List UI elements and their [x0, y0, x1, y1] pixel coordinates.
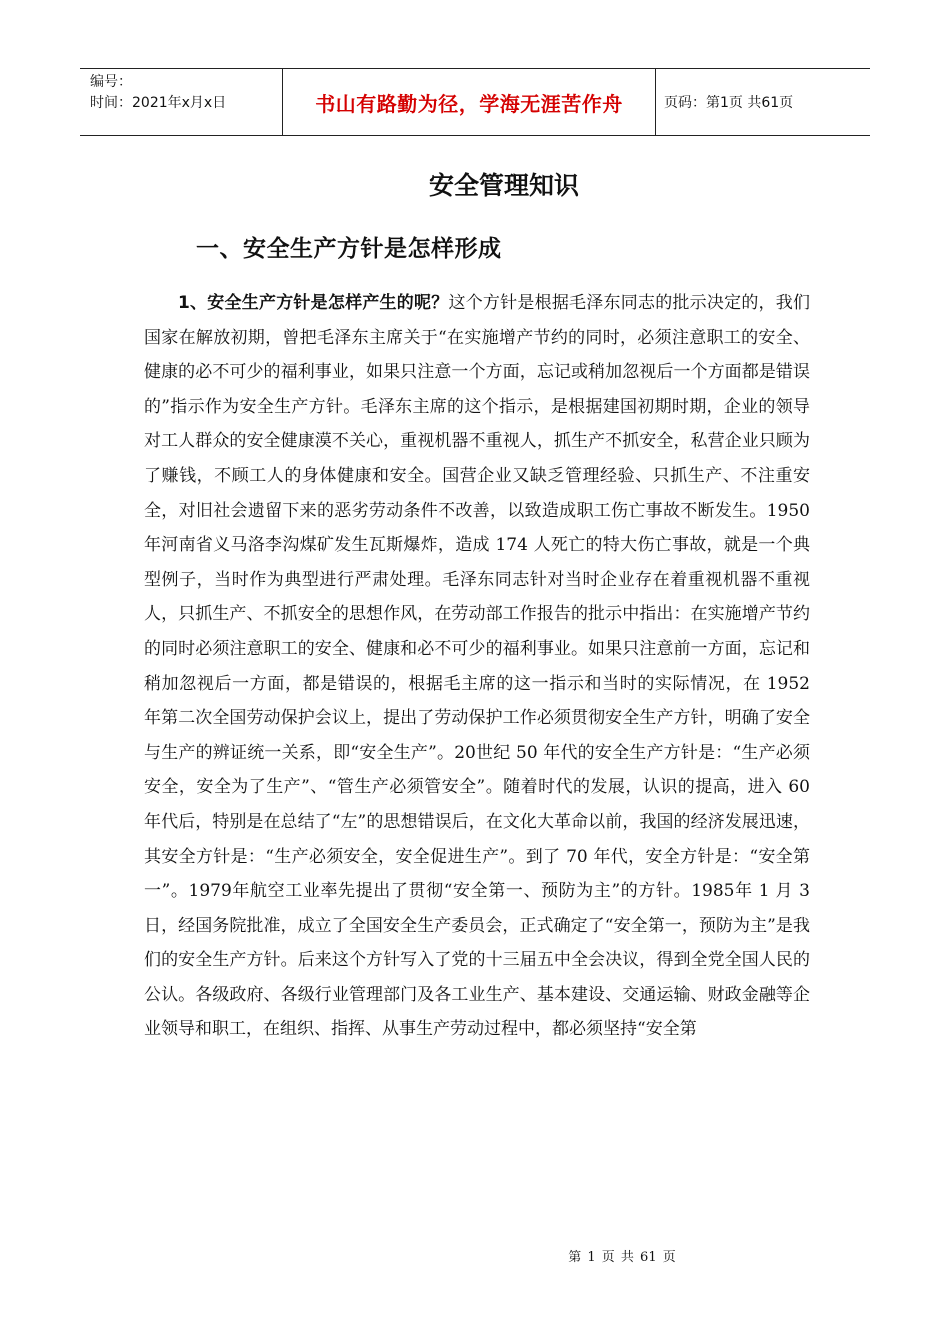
- date-label: 时间：2021年x月x日: [90, 95, 227, 111]
- page-footer: 第 1 页 共 61 页: [568, 1250, 676, 1265]
- serial-number-label: 编号：: [90, 74, 132, 90]
- header-meta-cell: [80, 69, 282, 135]
- header-motto-cell: [282, 69, 656, 135]
- section-heading: 一、安全生产方针是怎样形成: [196, 236, 502, 262]
- motto-text: 书山有路勤为径，学海无涯苦作舟: [315, 91, 623, 116]
- paragraph-lead: 1、安全生产方针是怎样产生的呢？: [178, 293, 449, 313]
- page-info-text: 页码：第1页 共61页: [664, 95, 794, 111]
- document-title: 安全管理知识: [428, 171, 579, 200]
- header-page-cell: [656, 69, 870, 135]
- paragraph-body: 这个方针是根据毛泽东同志的批示决定的，我们国家在解放初期，曾把毛泽东主席关于“在实施增产节约的同时，必须注意职工的安全、健康的必不可少的福利事业，如果只注意一个方面，忘记或稍加忽视后一个方面都是错误的”指示作为安全生产方针。毛泽东主席的这个指示，是根据建国初期时期，企业的领导对工人群众的安全健康漠不关心，重视机器不重视人，抓生产不抓安全，私营企业只顾为了赚钱，不顾工人的身体健康和安全。国营企业又缺乏管理经验、只抓生产、不注重安全，对旧社会遗留下来的恶劣劳动条件不改善，以致造成职工伤亡事故不断发生。1950年河南省义马洛李沟煤矿发生瓦斯爆炸，造成 174 人死亡的特大伤亡事故，就是一个典型例子，当时作为典型进行严肃处理。毛泽东同志针对当时企业存在着重视机器不重视人，只抓生产、不抓安全的思想作风，在劳动部工作报告的批示中指出：在实施增产节约的同时必须注意职工的安全、健康和必不可少的福利事业。如果只注意前一方面，忘记和稍加忽视后一方面，都是错误的，根据毛主席的这一指示和当时的实际情况，在 1952 年第二次全国劳动保护会议上，提出了劳动保护工作必须贯彻安全生产方针，明确了安全与生产的辨证统一关系，即“安全生产”。20世纪 50 年代的安全生产方针是：“生产必须安全，安全为了生产”、“管生产必须管安全”。随着时代的发展，认识的提高，进入 60 年代后，特别是在总结了“左”的思想错误后，在文化大革命以前，我国的经济发展迅速，其安全方针是：“生产必须安全，安全促进生产”。到了 70 年代，安全方针是：“安全第一”。1979年航空工业率先提出了贯彻“安全第一、预防为主”的方针。1985年 1 月 3 日，经国务院批准，成立了全国安全生产委员会，正式确定了“安全第一，预防为主”是我们的安全生产方针。后来这个方针写入了党的十三届五中全会决议，得到全党全国人民的公认。各级政府、各级行业管理部门及各工业生产、基本建设、交通运输、财政金融等企业领导和职工，在组织、指挥、从事生产劳动过程中，都必须坚持“安全第: [144, 293, 811, 1040]
- header-table: [80, 68, 870, 136]
- body-paragraph: [144, 286, 810, 1047]
